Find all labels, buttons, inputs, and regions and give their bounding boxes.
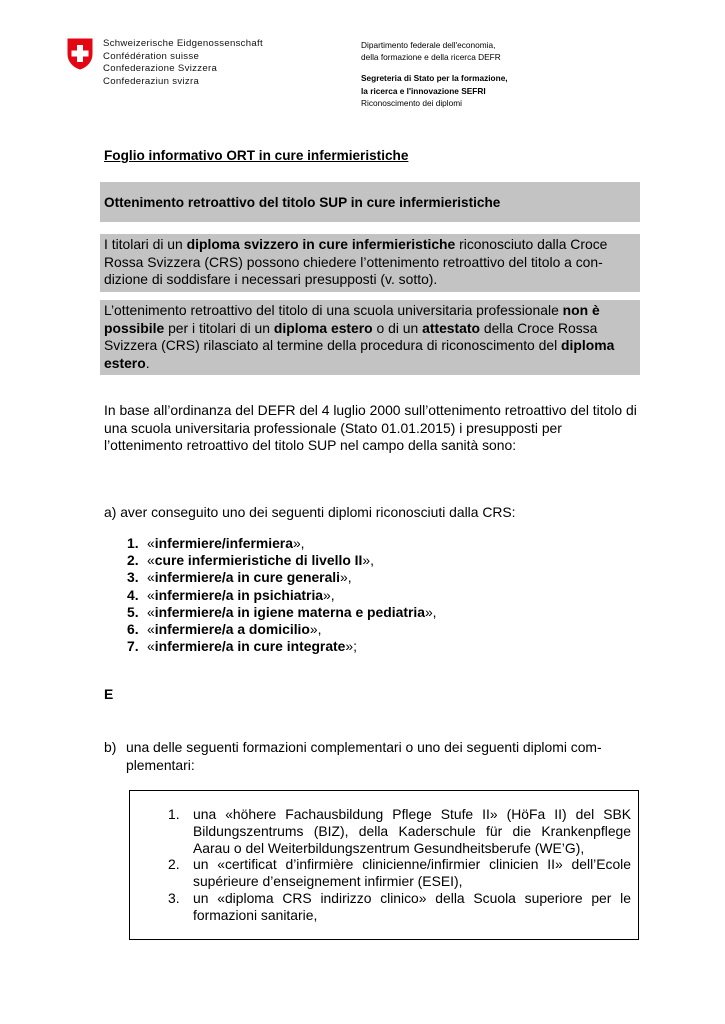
formations-list <box>168 806 631 924</box>
federal-logo <box>66 38 263 88</box>
secretariat-line: Segreteria di Stato per la formazione, <box>361 73 508 84</box>
emphasis: attestato <box>422 319 480 336</box>
language-name-fr: Confédération suisse <box>103 50 200 62</box>
conjunction: E <box>104 686 114 702</box>
condition-b-label: b) <box>104 739 117 755</box>
department-line: Dipartimento federale dell'economia, <box>361 40 496 50</box>
language-name-de: Schweizerische Eidgenossenschaft <box>103 38 263 49</box>
confederation-names <box>103 38 263 88</box>
swiss-crest-icon <box>66 38 94 70</box>
ordinance-paragraph: In base all’ordinanza del DEFR del 4 luglio 2000 sull’ottenimento retroattivo del titolo di una scuola universitaria professionale (Stato 01.01.2015) i presupposti per l’ottenimento retroattivo del titolo SUP nel campo della sanità sono: <box>104 402 637 453</box>
unit-line: Riconoscimento dei diplomi <box>361 97 462 108</box>
condition-a: a) aver conseguito uno dei seguenti diplomi riconosciuti dalla CRS: <box>104 504 516 520</box>
secretariat-line: la ricerca e l'innovazione SEFRI <box>361 85 486 96</box>
swiss-diploma-box: I titolari di un diploma svizzero in cure infermieristiche riconosciuto dalla Croce Rossa Svizzera (CRS) possono chiedere l’ottenimento retroattivo del titolo a con-dizione di soddisfare i necessari presupposti (v. sotto). <box>100 234 640 292</box>
list-item: 3. un «diploma CRS indirizzo clinico» della Scuola superiore per le formazioni sanitarie, <box>168 889 631 923</box>
list-item: 6. «infermiere/a a domicilio», <box>127 621 322 638</box>
section-heading-box <box>100 182 640 222</box>
foreign-diploma-box: L’ottenimento retroattivo del titolo di una scuola universitaria professionale non è possibile per i titolari di un diploma estero o di un attestato della Croce Rossa Svizzera (CRS) rilasciato al termine della procedura di riconoscimento del diploma estero. <box>100 300 640 375</box>
emphasis: diploma estero <box>273 319 373 336</box>
emphasis: diploma svizzero in cure infermieristiche <box>186 236 456 252</box>
emphasis: non è possibile <box>104 302 600 336</box>
document-title: Foglio informativo ORT in cure infermieristiche <box>104 148 409 163</box>
list-item: 7. «infermiere/a in cure integrate»; <box>127 638 358 655</box>
language-name-it: Confederazione Svizzera <box>103 63 218 75</box>
diploma-list <box>127 535 437 655</box>
list-item: 1. «infermiere/infermiera», <box>127 535 305 551</box>
department-block <box>361 39 508 109</box>
condition-b <box>104 739 644 774</box>
department-line: della formazione e della ricerca DEFR <box>361 52 501 63</box>
language-name-rm: Confederaziun svizra <box>103 75 200 87</box>
list-item: 2. «cure infermieristiche di livello II», <box>127 552 374 569</box>
list-item: 1. una «höhere Fachausbildung Pflege Stufe II» (HöFa II) del SBK Bildungszentrums (BIZ), della Kaderschule für die Krankenpflege Aarau o del Weiterbildungszentrum Gesundheitsberufe (WE’G), <box>168 806 631 856</box>
section-heading: Ottenimento retroattivo del titolo SUP in cure infermieristiche <box>104 194 501 210</box>
list-item: 3. «infermiere/a in cure generali», <box>127 569 352 586</box>
emphasis: diploma estero <box>104 337 615 371</box>
list-item: 4. «infermiere/a in psichiatria», <box>127 586 335 603</box>
condition-b-text: una delle seguenti formazioni complementari o uno dei seguenti diplomi com-plementari: <box>126 739 602 773</box>
list-item: 2. un «certificat d’infirmière clinicienne/infirmier clinicien II» dell’Ecole supérieure d’enseignement infirmier (ESEI), <box>168 856 631 890</box>
crest-cross-horizontal <box>72 51 89 57</box>
list-item: 5. «infermiere/a in igiene materna e pediatria», <box>127 603 437 620</box>
